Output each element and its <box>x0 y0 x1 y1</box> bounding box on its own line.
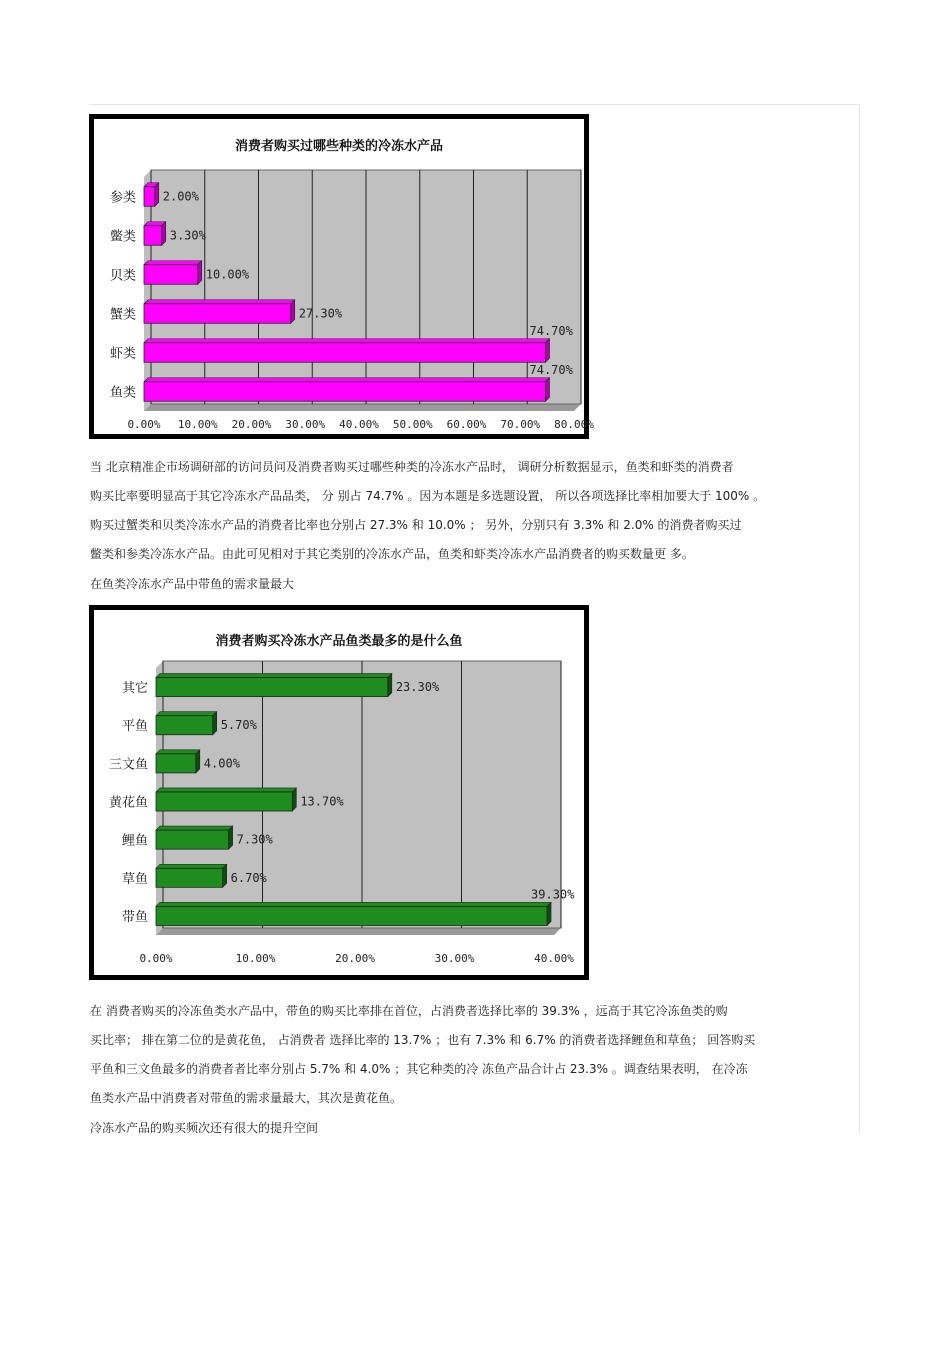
category-label: 草鱼 <box>121 871 148 887</box>
paragraph-line: 买比率； 排在第二位的是黄花鱼， 占消费者 选择比率的 13.7% ；也有 7.3% 和 6.7% 的消费者选择鲤鱼和草鱼； 回答购买 <box>90 1033 756 1047</box>
bar <box>144 382 546 402</box>
chart-seafood-types-svg <box>94 119 594 434</box>
data-label: 6.70% <box>230 870 267 885</box>
x-tick-label: 80.00% <box>554 418 594 431</box>
bar <box>156 792 292 811</box>
x-tick-label: 10.00% <box>235 952 276 965</box>
bar-top <box>156 864 227 868</box>
bar <box>156 754 196 773</box>
bar <box>144 304 291 324</box>
bar <box>144 226 162 246</box>
data-label: 74.70% <box>529 362 573 377</box>
category-label: 贝类 <box>109 268 136 284</box>
category-label: 其它 <box>121 681 148 697</box>
x-tick-label: 0.00% <box>127 418 161 431</box>
category-label: 鳖类 <box>109 229 136 245</box>
bar-side <box>546 378 550 402</box>
category-label: 黄花鱼 <box>108 795 148 811</box>
x-tick-label: 20.00% <box>335 952 375 965</box>
bar-top <box>144 339 550 343</box>
chart-title: 消费者购买冷冻水产品鱼类最多的是什么鱼 <box>215 634 463 649</box>
section-heading-frequency: 冷冻水产品的购买频次还有很大的提升空间 <box>90 1121 319 1135</box>
bar-side <box>213 712 217 735</box>
bar <box>144 265 198 285</box>
x-tick-label: 60.00% <box>446 418 487 431</box>
data-label: 23.30% <box>395 680 440 695</box>
data-label: 4.00% <box>203 756 240 771</box>
data-label: 10.00% <box>205 267 250 282</box>
category-label: 平鱼 <box>121 719 148 735</box>
bar-side <box>547 902 551 925</box>
paragraph-line: 鱼类水产品中消费者对带鱼的需求量最大，其次是黄花鱼。 <box>90 1091 403 1105</box>
data-label: 13.70% <box>300 794 344 809</box>
data-label: 5.70% <box>220 718 257 733</box>
x-tick-label: 30.00% <box>434 952 475 965</box>
bar-top <box>144 300 295 304</box>
data-label: 2.00% <box>162 189 199 204</box>
category-label: 虾类 <box>109 346 136 362</box>
chart-title: 消费者购买过哪些种类的冷冻水产品 <box>234 139 444 154</box>
x-tick-label: 20.00% <box>231 418 272 431</box>
category-label: 鱼类 <box>109 385 136 401</box>
bar-top <box>156 674 392 678</box>
paragraph-line: 购买比率要明显高于其它冷冻水产品品类， 分 别占 74.7% 。因为本题是多选题设置， 所以各项选择比率相加要大于 100% 。 <box>90 489 766 503</box>
data-label: 39.30% <box>531 887 575 902</box>
bar-side <box>223 864 227 887</box>
paragraph-seafood-types <box>90 453 765 569</box>
paragraph-line: 平鱼和三文鱼最多的消费者者比率分别占 5.7% 和 4.0% ；其它种类的冷 冻鱼产品合计占 23.3% 。调查结果表明， 在冷冻 <box>90 1062 748 1076</box>
x-tick-label: 50.00% <box>392 418 433 431</box>
chart-seafood-types <box>89 114 594 439</box>
chart-floor <box>156 928 561 935</box>
bar <box>144 343 546 363</box>
bar-top <box>144 378 550 382</box>
x-tick-label: 10.00% <box>177 418 218 431</box>
category-label: 三文鱼 <box>108 757 148 773</box>
bar-side <box>388 674 392 697</box>
bar-side <box>155 183 159 207</box>
paragraph-fish-types <box>90 997 755 1113</box>
data-label: 27.30% <box>298 306 343 321</box>
data-label: 74.70% <box>529 323 573 338</box>
category-label: 参类 <box>109 190 136 206</box>
x-tick-label: 0.00% <box>139 952 173 965</box>
bar-top <box>156 826 233 830</box>
bar-top <box>156 750 200 754</box>
bar-top <box>156 712 217 716</box>
chart-floor <box>144 404 581 411</box>
paragraph-line: 鳖类和参类冷冻水产品。由此可见相对于其它类别的冷冻水产品，鱼类和虾类冷冻水产品消费者的购买数量更 多。 <box>90 547 694 561</box>
bar <box>156 868 223 887</box>
chart-fish-types <box>89 605 589 980</box>
bar-side <box>196 750 200 773</box>
paragraph-line: 在 消费者购买的冷冻鱼类水产品中，带鱼的购买比率排在首位，占消费者选择比率的 39.3% ，远高于其它冷冻鱼类的购 <box>90 1004 728 1018</box>
paragraph-line: 当 北京精准企市场调研部的访问员问及消费者购买过哪些种类的冷冻水产品时， 调研分析数据显示，鱼类和虾类的消费者 <box>90 460 734 474</box>
bar-top <box>156 788 296 792</box>
bar <box>156 830 229 849</box>
bar-side <box>162 222 166 246</box>
section-heading-fish: 在鱼类冷冻水产品中带鱼的需求量最大 <box>90 577 295 591</box>
category-label: 蟹类 <box>109 307 136 323</box>
bar <box>156 678 388 697</box>
paragraph-line: 购买过蟹类和贝类冷冻水产品的消费者比率也分别占 27.3% 和 10.0% ； 另外，分别只有 3.3% 和 2.0% 的消费者购买过 <box>90 518 742 532</box>
x-tick-label: 70.00% <box>500 418 541 431</box>
bar-side <box>546 339 550 363</box>
bar-side <box>229 826 233 849</box>
bar-top <box>144 261 202 265</box>
bar <box>156 906 547 925</box>
chart-fish-types-svg <box>94 610 584 975</box>
category-label: 带鱼 <box>121 909 148 925</box>
data-label: 7.30% <box>236 832 273 847</box>
bar-top <box>156 902 551 906</box>
bar-side <box>292 788 296 811</box>
data-label: 3.30% <box>169 228 206 243</box>
x-tick-label: 40.00% <box>339 418 379 431</box>
bar <box>156 716 213 735</box>
category-label: 鲤鱼 <box>121 833 148 849</box>
bar <box>144 187 155 207</box>
x-tick-label: 40.00% <box>534 952 574 965</box>
bar-side <box>198 261 202 285</box>
x-tick-label: 30.00% <box>285 418 326 431</box>
bar-side <box>291 300 295 324</box>
